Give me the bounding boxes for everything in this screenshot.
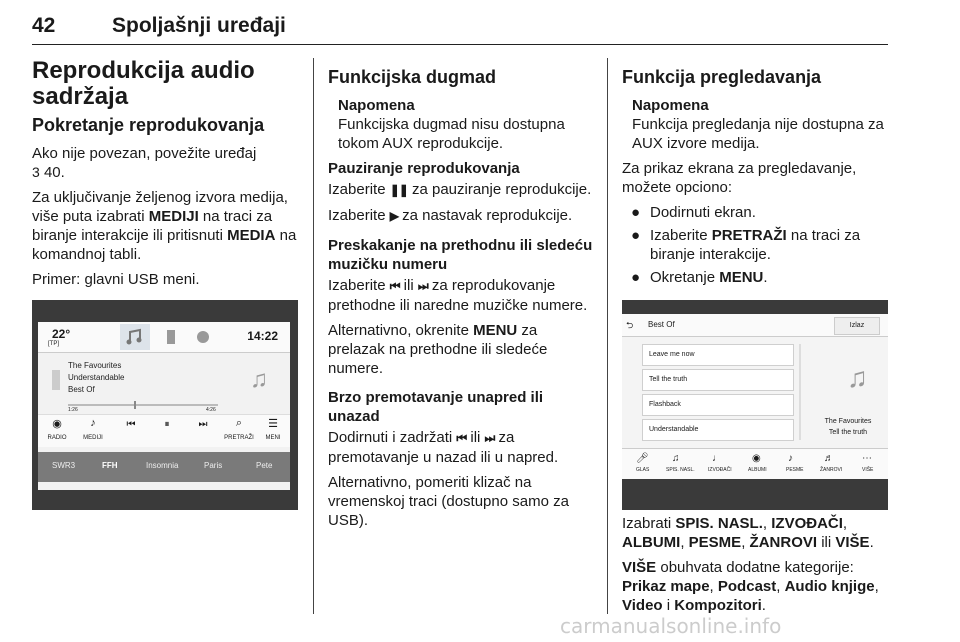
- sub-heading: Pauziranje reprodukovanja: [328, 160, 520, 177]
- album-art-icon: ♫: [847, 362, 868, 393]
- progress-bar[interactable]: [68, 404, 218, 406]
- list-item[interactable]: Understandable: [642, 419, 794, 441]
- browse-screen-screenshot: [622, 300, 888, 510]
- paragraph: Alternativno, pomeriti klizač na vremenskoj traci (dostupno samo za USB).: [328, 474, 569, 529]
- paragraph: Izaberite ⏮ ili ⏭ za reprodukovanje prethodne ili naredne muzičke numere.: [328, 277, 588, 314]
- previous-track-icon: ⏮: [389, 279, 400, 293]
- column-divider: [607, 58, 608, 614]
- paragraph: Ako nije povezan, povežite uređaj 3 40.: [32, 145, 257, 181]
- tp-indicator: [TP]: [48, 341, 60, 347]
- column-3-bottom: [622, 514, 890, 621]
- subsection-heading: Pokretanje reprodukovanja: [32, 115, 265, 135]
- page-title: Spoljašnji uređaji: [112, 14, 286, 37]
- watermark: carmanualsonline.info: [560, 614, 782, 638]
- preset-button[interactable]: FFH: [102, 461, 118, 470]
- track-list: [642, 344, 794, 444]
- paragraph: VIŠE obuhvata dodatne kategorije: Prikaz mape, Podcast, Audio knjige, Video i Kompozitori.: [622, 559, 879, 614]
- list-item[interactable]: Tell the truth: [642, 369, 794, 391]
- paragraph: Izabrati SPIS. NASL., IZVOĐAČI, ALBUMI, PESME, ŽANROVI ili VIŠE.: [622, 515, 874, 551]
- column-1: [32, 58, 298, 295]
- browse-category-bar: 🎤︎ GLAS ♫ SPIS. NASL. ♩ IZVOĐAČI ◉ ALBUMI ♪ PESME ♬ ŽANROVI ⋯ VIŠE: [622, 448, 888, 479]
- list-item: ● Izaberite PRETRAŽI na traci za biranje interakcije.: [631, 227, 861, 263]
- preset-button[interactable]: SWR3: [52, 461, 76, 470]
- paragraph: Primer: glavni USB meni.: [32, 271, 200, 288]
- subsection-heading: Funkcija pregledavanja: [622, 67, 822, 87]
- favourites-bar: [38, 452, 290, 482]
- album-icon[interactable]: ◉: [752, 453, 761, 464]
- song-icon[interactable]: ♪: [788, 453, 793, 464]
- paragraph: Alternativno, okrenite MENU za prelazak na prethodne ili sledeće numere.: [328, 322, 548, 377]
- xref-arrow-icon: 3: [32, 164, 40, 180]
- page-header: [32, 8, 888, 45]
- section-heading: Reprodukcija audio sadržaja: [32, 57, 255, 110]
- usb-main-menu-screenshot: 22° [TP] 14:22 The Favourites Understandable Best Of ♫ 1:26 4:26 ◉ RADIO ♪ MEDIJI ⏮ ⏸ ⏭ ⌕ PRETRAŽI ☰ MENI SWR3 FFH Insomnia Paris Pete: [32, 300, 298, 510]
- previous-track-icon[interactable]: ⏮: [126, 419, 136, 430]
- search-icon[interactable]: ⌕: [235, 417, 243, 429]
- next-track-icon: ⏭: [417, 279, 428, 293]
- paragraph: Za prikaz ekrana za pregledavanje, možete opciono:: [622, 160, 857, 196]
- pause-icon: ❚❚: [389, 183, 408, 197]
- paragraph: Izaberite ❚❚ za pauziranje reprodukcije.: [328, 181, 592, 198]
- subsection-heading: Funkcijska dugmad: [328, 67, 497, 87]
- column-2: [328, 58, 594, 536]
- preset-button[interactable]: Paris: [204, 461, 223, 470]
- sub-heading: Preskakanje na prethodnu ili sledeću muzičku numeru: [328, 237, 593, 273]
- device-source-icon: [156, 324, 186, 350]
- now-playing-caption: The Favourites Tell the truth: [824, 418, 872, 436]
- music-source-icon: [120, 324, 150, 350]
- pause-icon[interactable]: ⏸: [164, 419, 170, 430]
- genre-icon[interactable]: ♬: [824, 453, 834, 464]
- exit-button[interactable]: Izlaz: [834, 317, 880, 335]
- preset-button[interactable]: Pete: [256, 461, 273, 470]
- more-icon[interactable]: ⋯: [862, 453, 872, 464]
- page-number: 42: [32, 14, 56, 37]
- artist-icon[interactable]: ♩: [712, 453, 722, 464]
- playlist-icon[interactable]: ♫: [672, 453, 680, 464]
- note: Napomena Funkcijska dugmad nisu dostupna tokom AUX reprodukcije.: [338, 97, 565, 152]
- browse-title: Best Of: [648, 320, 675, 329]
- clock: 14:22: [247, 329, 278, 343]
- list-item: ● Okretanje MENU.: [631, 269, 768, 286]
- play-icon: ▶: [389, 209, 398, 223]
- scrollbar[interactable]: [799, 344, 801, 440]
- list-item[interactable]: Leave me now: [642, 344, 794, 366]
- option-list: [622, 203, 888, 287]
- disc-source-icon: [188, 324, 218, 350]
- temperature: 22°: [52, 327, 71, 341]
- next-track-icon[interactable]: ⏭: [198, 419, 208, 430]
- paragraph: Dodirnuti i zadržati ⏮ ili ⏭ za premotavanje u nazad ili u napred.: [328, 429, 559, 466]
- menu-icon[interactable]: ☰: [268, 418, 278, 430]
- paragraph: Za uključivanje željenog izvora medija, više puta izabrati MEDIJI na traci za biranje interakcije ili pritisnuti MEDIA na komandnoj tabli.: [32, 189, 297, 263]
- next-track-icon: ⏭: [484, 431, 495, 445]
- usb-icon: [50, 366, 62, 394]
- note: Napomena Funkcija pregledanja nije dostupna za AUX izvore medija.: [632, 97, 884, 152]
- previous-track-icon: ⏮: [456, 431, 467, 445]
- voice-icon[interactable]: 🎤︎: [636, 453, 649, 464]
- back-icon[interactable]: ⮌: [626, 320, 634, 330]
- track-info: The Favourites Understandable Best Of: [68, 361, 125, 394]
- sub-heading: Brzo premotavanje unapred ili unazad: [328, 389, 544, 425]
- column-3: [622, 58, 888, 295]
- album-art-icon: ♫: [250, 366, 268, 393]
- interaction-selector-bar: ◉ RADIO ♪ MEDIJI ⏮ ⏸ ⏭ ⌕ PRETRAŽI ☰ MENI: [38, 414, 290, 447]
- radio-icon[interactable]: ◉: [52, 418, 62, 430]
- paragraph: Izaberite ▶ za nastavak reprodukcije.: [328, 207, 573, 224]
- list-item[interactable]: Flashback: [642, 394, 794, 416]
- music-icon[interactable]: ♪: [90, 417, 96, 429]
- list-item: ● Dodirnuti ekran.: [631, 204, 756, 221]
- preset-button[interactable]: Insomnia: [146, 461, 179, 470]
- column-divider: [313, 58, 314, 614]
